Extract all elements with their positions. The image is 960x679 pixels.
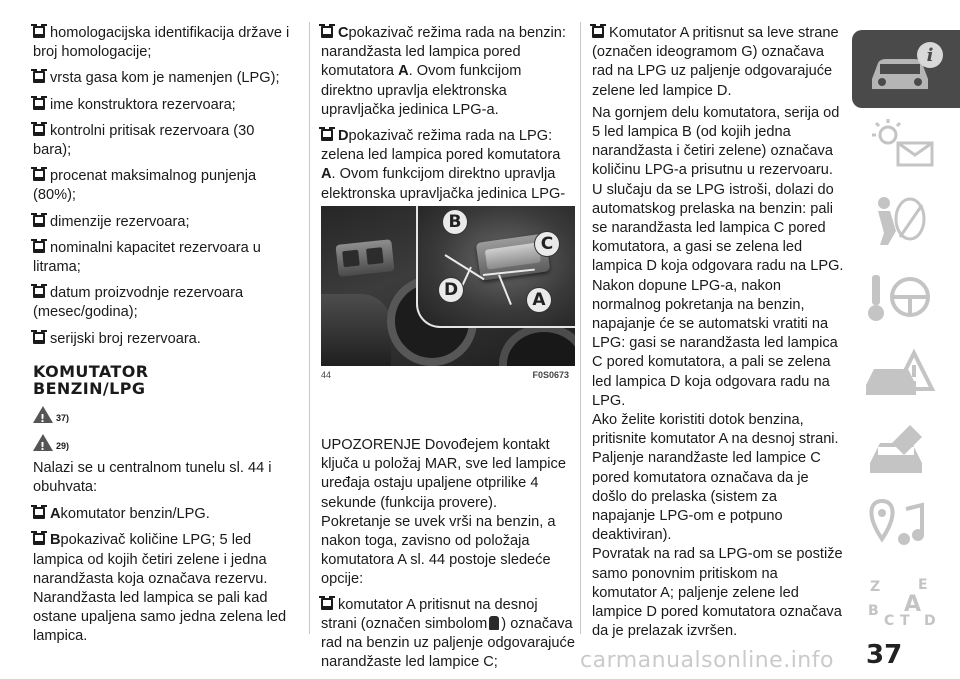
tank-label-list (33, 24, 295, 349)
tab-maintenance[interactable] (852, 410, 948, 488)
list-item: vrsta gasa kom je namenjen (LPG); (33, 69, 295, 88)
console-switch (335, 239, 394, 277)
gear-lever-area (321, 294, 391, 366)
section-heading: KOMUTATOR BENZIN/LPG (33, 361, 149, 398)
bullet-icon (33, 286, 45, 298)
svg-text:B: B (868, 603, 879, 619)
bullet-icon (33, 124, 45, 136)
bullet-icon (33, 26, 45, 38)
list-item: nominalni kapacitet rezervoara u litrama; (33, 239, 261, 276)
list-item-a: Akomutator benzin/LPG. (33, 505, 295, 524)
starting-driving-icon (860, 267, 940, 327)
bullet-icon (321, 129, 333, 141)
column-3 (592, 24, 844, 642)
paragraph: Nakon dopune LPG-a, nakon normalnog pokretanja na benzin, napajanje će se automatski vratiti na LPG: gasi se narandžasta led lampica C pored komutatora, a pali se zelena led lampica D koja odgovara radu na LPG. (592, 277, 838, 409)
warning-lights-icon (860, 115, 940, 175)
safety-airbag-icon (860, 191, 940, 251)
warning-reference-37[interactable]: ! 37) (33, 403, 295, 423)
list-item-left-press: Komutator A pritisnut sa leve strane (označen ideogramom G) označava rad na LPG uz paljenje odgovarajuće zelene led lampice D. (592, 25, 839, 99)
list-item-d: Dpokazivač režima rada na LPG: zelena led lampica pored komutatora A. Ovom funkcijom direktno upravlja elektronska upravljačka jedinica LPG- (321, 128, 566, 202)
callout-d: D (439, 278, 463, 302)
list-item-c: Cpokazivač režima rada na benzin: narandžasta led lampica pored komutatora A. Ovom funkcijom direktno upravlja elektronska upravljačka jedinica LPG-a. (321, 25, 566, 118)
tab-car-info[interactable] (852, 30, 960, 108)
list-item: kontrolni pritisak rezervoara (30 bara); (33, 122, 255, 159)
tab-warning-lights[interactable] (852, 106, 948, 184)
tab-multimedia[interactable] (852, 486, 948, 564)
svg-text:i: i (926, 45, 934, 66)
svg-text:D: D (924, 613, 936, 629)
tab-emergency[interactable] (852, 334, 948, 412)
list-item: procenat maksimalnog punjenja (80%); (33, 168, 257, 204)
svg-text:A: A (904, 592, 922, 617)
zoom-detail (416, 206, 575, 328)
callout-a: A (527, 288, 551, 312)
bullet-icon (33, 71, 45, 83)
index-icon (860, 571, 940, 631)
callout-c: C (535, 232, 559, 256)
warning-paragraph: UPOZORENJE Dovođejem kontakt ključa u položaj MAR, sve led lampice uređaja ostaju upaljene otprilike 4 sekunde (funkcija provere). (321, 437, 566, 511)
bullet-icon (33, 215, 45, 227)
tab-safety[interactable] (852, 182, 948, 260)
warning-triangle-icon (33, 434, 53, 451)
chapter-sidebar (852, 0, 960, 678)
list-item: homologacijska identifikacija države i broj homologacije; (33, 25, 290, 61)
list-item-b: Bpokazivač količine LPG; 5 led lampica od kojih četiri zelene i jedna narandžasta koja označava rezervu. Narandžasta led lampica se pali kad ostane upaljena samo jedna zelena led lampica. (33, 532, 287, 645)
emergency-icon (860, 343, 940, 403)
tab-index[interactable] (852, 562, 948, 640)
svg-text:Z: Z (870, 579, 881, 595)
list-item: dimenzije rezervoara; (33, 213, 295, 232)
warning-reference-29[interactable]: ! 29) (33, 431, 295, 451)
column-divider (309, 22, 310, 634)
list-item: serijski broj rezervoara. (33, 330, 295, 349)
bullet-icon (321, 26, 333, 38)
svg-text:E: E (918, 577, 928, 593)
start-paragraph: Pokretanje se uvek vrši na benzin, a nakon toga, zavisno od položaja komutatora A sl. 44 postoje sledeće opcije: (321, 513, 556, 588)
callout-b: B (443, 210, 467, 234)
figure-44 (321, 206, 575, 366)
car-info-icon (866, 39, 946, 99)
list-item: datum proizvodnje rezervoara (mesec/godina); (33, 285, 244, 321)
bullet-icon (33, 98, 45, 110)
bullet-icon (592, 26, 604, 38)
bullet-icon (33, 241, 45, 253)
bullet-icon (321, 598, 333, 610)
paragraph: Ako želite koristiti dotok benzina, pritisnite komutator A na desnoj strani. Paljenje narandžaste led lampice C pored komutatora označava da je došlo do prelaska (sistem za napajanje LPG-om e potpuno deaktiviran). (592, 412, 839, 544)
list-item-right-press: komutator A pritisnut na desnoj strani (označen simbolom ) označava rad na benzin uz paljenje odgovarajuće narandžaste led lampice C; (321, 596, 575, 671)
list-item: ime konstruktora rezervoara; (33, 96, 295, 115)
paragraph: Povratak na rad sa LPG-om se postiže samo ponovnim pritiskom na komutator A; paljenje zelene led lampice D pored komutatora označava da je prelazak izvršen. (592, 546, 843, 640)
intro-paragraph: Nalazi se u centralnom tunelu sl. 44 i obuhvata: (33, 459, 272, 496)
maintenance-icon (860, 419, 940, 479)
bullet-icon (33, 507, 45, 519)
multimedia-icon (860, 495, 940, 555)
svg-text:C: C (884, 613, 895, 629)
column-1 (33, 24, 295, 654)
watermark: carmanualsonline.info (580, 648, 834, 673)
svg-text:T: T (900, 613, 910, 629)
warning-triangle-icon (33, 406, 53, 423)
paragraph: Na gornjem delu komutatora, serija od 5 led lampica B (od kojih jedna narandžasta i četiri zelene) označava količinu LPG-a prisutnu u rezervoaru. (592, 104, 840, 179)
tab-starting-driving[interactable] (852, 258, 948, 336)
figure-caption: 44 F0S0673 (321, 370, 569, 380)
bullet-icon (33, 332, 45, 344)
column-divider (580, 22, 581, 634)
paragraph: U slučaju da se LPG istroši, dolazi do automatskog prelaska na benzin: pali se narandžasta led lampica C pored komutatora, a gasi se zelena led lampica D koja odgovara radu na LPG. (592, 181, 844, 275)
bullet-icon (33, 169, 45, 181)
cup-holder (499, 324, 575, 366)
bullet-icon (33, 533, 45, 545)
fuel-pump-icon (489, 616, 499, 630)
page-number: 37 (866, 640, 903, 670)
